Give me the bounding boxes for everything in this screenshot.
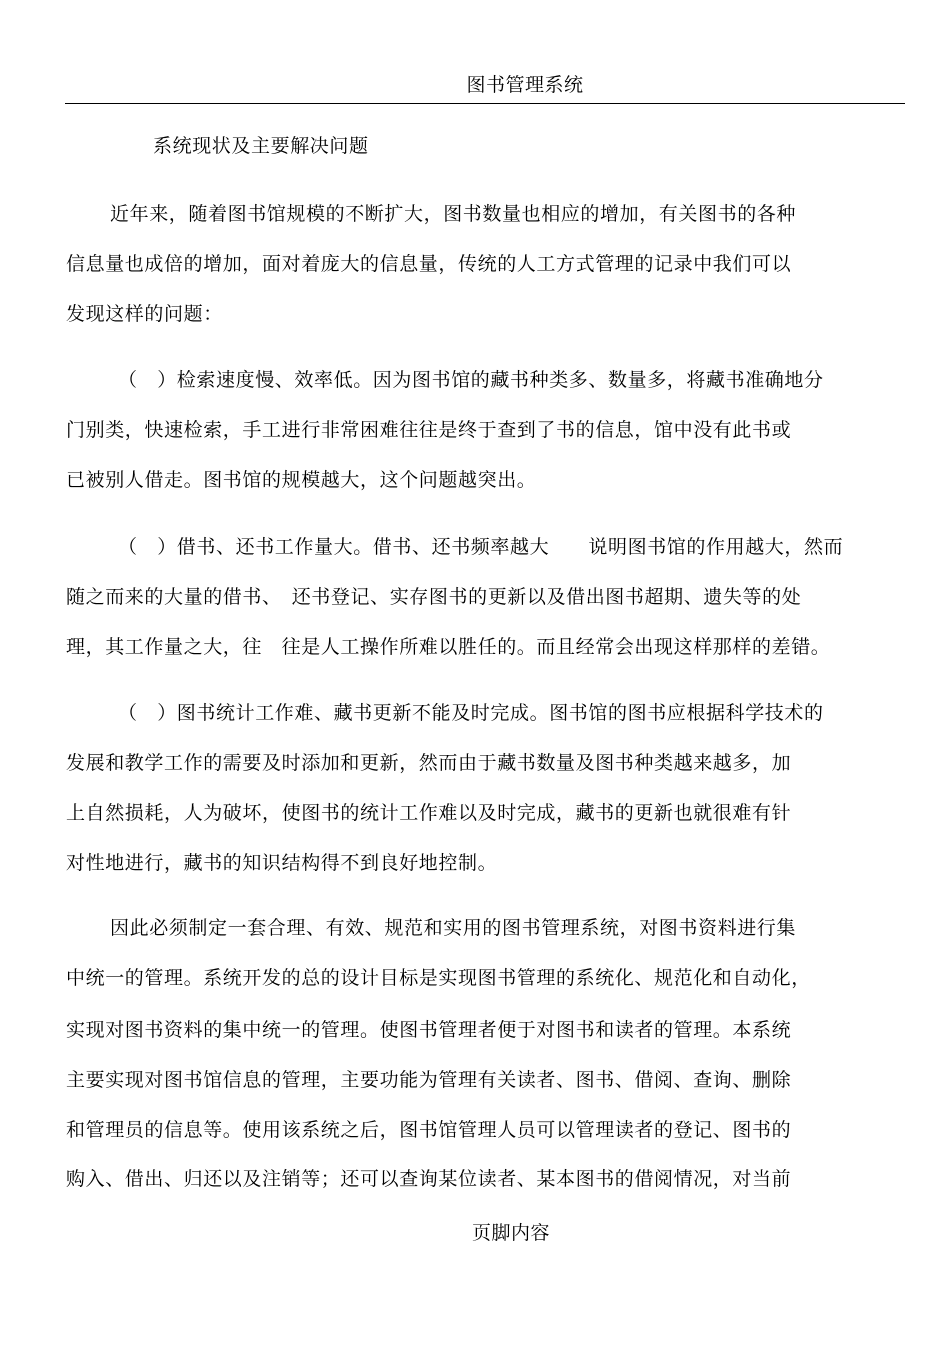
conclusion-line-1: 因此必须制定一套合理、有效、规范和实用的图书管理系统，对图书资料进行集 [110,917,797,939]
item2-line-1: （ ）借书、还书工作量大。借书、还书频率越大 说明图书馆的作用越大，然而 [118,536,844,558]
conclusion-line-4: 主要实现对图书馆信息的管理，主要功能为管理有关读者、图书、借阅、查询、删除 [66,1069,792,1091]
item3-line-3: 上自然损耗，人为破坏，使图书的统计工作难以及时完成，藏书的更新也就很难有针 [66,802,792,824]
intro-line-1: 近年来，随着图书馆规模的不断扩大，图书数量也相应的增加，有关图书的各种 [110,203,797,225]
item2-line-3: 理，其工作量之大，往 往是人工操作所难以胜任的。而且经常会出现这样那样的差错。 [66,636,831,658]
item3-line-4: 对性地进行，藏书的知识结构得不到良好地控制。 [66,852,498,874]
item1-line-1: （ ）检索速度慢、效率低。因为图书馆的藏书种类多、数量多，将藏书准确地分 [118,369,824,391]
item1-line-3: 已被别人借走。图书馆的规模越大，这个问题越突出。 [66,469,537,491]
intro-line-3: 发现这样的问题： [66,303,223,325]
header-divider [65,103,905,104]
section-title: 系统现状及主要解决问题 [153,135,369,157]
item3-line-1: （ ）图书统计工作难、藏书更新不能及时完成。图书馆的图书应根据科学技术的 [118,702,824,724]
page-footer-text: 页脚内容 [471,1222,550,1244]
conclusion-line-5: 和管理员的信息等。使用该系统之后，图书馆管理人员可以管理读者的登记、图书的 [66,1119,792,1141]
conclusion-line-2: 中统一的管理。系统开发的总的设计目标是实现图书管理的系统化、规范化和自动化， [66,967,811,989]
conclusion-line-6: 购入、借出、归还以及注销等；还可以查询某位读者、某本图书的借阅情况，对当前 [66,1168,792,1190]
item1-line-2: 门别类，快速检索，手工进行非常困难往往是终于查到了书的信息，馆中没有此书或 [66,419,792,441]
intro-line-2: 信息量也成倍的增加，面对着庞大的信息量，传统的人工方式管理的记录中我们可以 [66,253,792,275]
conclusion-line-3: 实现对图书资料的集中统一的管理。使图书管理者便于对图书和读者的管理。本系统 [66,1019,792,1041]
item3-line-2: 发展和教学工作的需要及时添加和更新，然而由于藏书数量及图书种类越来越多，加 [66,752,792,774]
item2-line-2: 随之而来的大量的借书、 还书登记、实存图书的更新以及借出图书超期、遗失等的处 [66,586,802,608]
page-header-title: 图书管理系统 [466,74,584,96]
